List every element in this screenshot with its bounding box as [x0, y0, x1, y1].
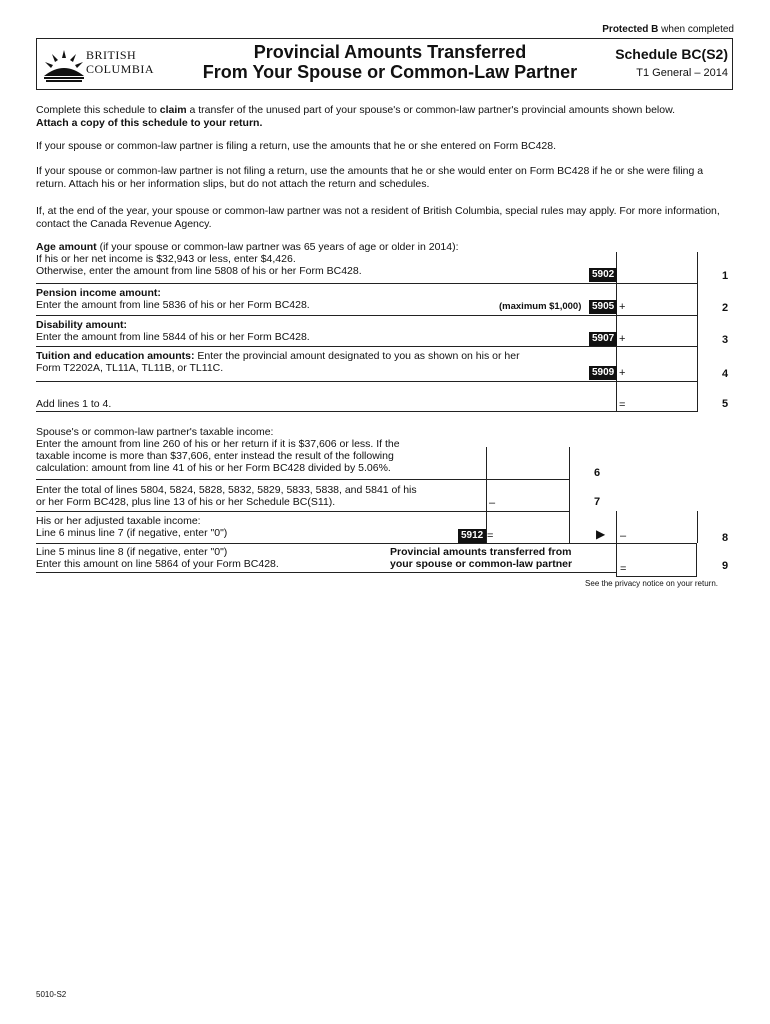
mid-column-right-rule — [569, 447, 570, 543]
form-title-line-1: Provincial Amounts Transferred — [253, 42, 527, 62]
line-4-rule — [36, 381, 697, 382]
form-title-line-2: From Your Spouse or Common-Law Partner — [202, 62, 578, 82]
amount-column-right-rule — [697, 252, 698, 412]
line-6-rule — [36, 479, 569, 480]
line-8-sign-2: – — [620, 530, 627, 542]
line-3-text: Enter the amount from line 5844 of his or her Form BC428. — [36, 331, 310, 343]
intro-paragraph-2: If your spouse or common-law partner is filing a return, use the amounts that he or she entered on Form BC428. — [36, 140, 557, 152]
t1-general-year: T1 General – 2014 — [636, 67, 728, 79]
line-6-text-d: calculation: amount from line 41 of his or her Form BC428 divided by 5.06%. — [36, 462, 391, 474]
line-9-sign: = — [620, 563, 627, 575]
line-3-rule — [36, 346, 697, 347]
line-5-sign: = — [619, 399, 626, 411]
line-6-text-a: Spouse's or common-law partner's taxable income: — [36, 426, 274, 438]
line-8-sign: = — [487, 530, 494, 542]
line-9-bold-1: Provincial amounts transferred from — [390, 546, 572, 558]
line-9-amount-field[interactable] — [628, 556, 694, 574]
line-3-heading: Disability amount: — [36, 319, 128, 331]
line-6-text-b: Enter the amount from line 260 of his or her return if it is $37,606 or less. If the — [36, 438, 400, 450]
line-2-amount-field[interactable] — [628, 296, 696, 314]
line-8-result-field[interactable] — [628, 525, 696, 543]
schedule-id: Schedule BC(S2) — [615, 46, 728, 62]
line-9-label — [36, 546, 396, 570]
line-9-bold-2: your spouse or common-law partner — [390, 558, 573, 570]
line-3-label — [36, 319, 576, 343]
line-6-label — [36, 426, 476, 474]
line-2-sign: + — [619, 301, 626, 313]
intro-p1-c: a transfer of the unused part of your spouse's or common-law partner's provincial amounts shown below. — [186, 104, 676, 116]
protected-rest: when completed — [661, 24, 734, 35]
line-code-5905: 5905 — [589, 300, 617, 314]
line-2-heading: Pension income amount: — [36, 287, 161, 299]
line-6-text-c: taxable income is more than $37,606, enter instead the result of the following — [36, 450, 394, 462]
logo-line-1: BRITISH — [86, 48, 137, 62]
line-2-text: Enter the amount from line 5836 of his or her Form BC428. — [36, 299, 310, 311]
line-9-rule — [36, 572, 616, 573]
line-1-label — [36, 241, 596, 277]
line-1-amount-field[interactable] — [618, 264, 696, 282]
line-number-5: 5 — [722, 398, 729, 410]
line-5-label: Add lines 1 to 4. — [36, 398, 112, 410]
line-number-3: 3 — [722, 334, 729, 346]
line-7-label — [36, 484, 476, 508]
line-number-1: 1 — [722, 270, 729, 282]
line-1-text-b: If his or her net income is $32,943 or less, enter $4,426. — [36, 253, 296, 265]
line-2-maximum: (maximum $1,000) — [499, 301, 582, 312]
line-8-amount-field[interactable] — [496, 525, 568, 543]
line-4-label — [36, 350, 596, 374]
line-code-5909: 5909 — [589, 366, 617, 380]
line-7-amount-field[interactable] — [498, 492, 568, 510]
line-5-amount-field[interactable] — [628, 394, 696, 412]
line-number-8: 8 — [722, 532, 729, 544]
line-2-label — [36, 287, 536, 311]
line-1-heading-rest: (if your spouse or common-law partner was 65 years of age or older in 2014): — [96, 241, 459, 253]
line-number-2: 2 — [722, 302, 729, 314]
line-9-text-a: Line 5 minus line 8 (if negative, enter "0") — [36, 546, 228, 558]
intro-p1-a: Complete this schedule to — [36, 104, 160, 116]
form-number: 5010-S2 — [36, 990, 67, 999]
intro-paragraph-4: If, at the end of the year, your spouse or common-law partner was not a resident of British Columbia, special rules may apply. For more information, contact the Canada Revenue Agency. — [36, 205, 720, 230]
line-4-amount-field[interactable] — [628, 362, 696, 380]
line-number-6: 6 — [594, 467, 601, 479]
line-8-text-b: Line 6 minus line 7 (if negative, enter "0") — [36, 527, 228, 539]
intro-paragraph-3: If your spouse or common-law partner is not filing a return, use the amounts that he or she would enter on Form BC428 if he or she were filing a return. Attach his or her information slips, but do not attach the return and schedules. — [36, 165, 704, 190]
line-9-result-label — [390, 546, 610, 570]
line-number-4: 4 — [722, 368, 729, 380]
line-3-sign: + — [619, 333, 626, 345]
line-2-rule — [36, 315, 697, 316]
logo-text — [86, 48, 154, 76]
line-code-5902: 5902 — [589, 268, 617, 282]
line-code-5912: 5912 — [458, 529, 486, 543]
line-1-heading: Age amount — [36, 241, 97, 253]
line-1-rule — [36, 283, 697, 284]
arrow-right-icon: ▶ — [596, 527, 606, 541]
privacy-notice: See the privacy notice on your return. — [585, 579, 718, 588]
line-4-heading-rest: Enter the provincial amount designated to you as shown on his or her — [194, 350, 520, 362]
line-6-amount-field[interactable] — [488, 458, 568, 476]
line-4-sign: + — [619, 367, 626, 379]
line-8-rule — [36, 543, 697, 544]
line-4-text: Form T2202A, TL11A, TL11B, or TL11C. — [36, 362, 224, 374]
line-3-amount-field[interactable] — [628, 328, 696, 346]
line-number-7: 7 — [594, 496, 601, 508]
protected-label: Protected B — [602, 24, 659, 35]
intro-p1-b: claim — [159, 104, 187, 116]
line-1-text-c: Otherwise, enter the amount from line 5808 of his or her Form BC428. — [36, 265, 362, 277]
intro-paragraph-1 — [36, 104, 736, 130]
line-7-text-a: Enter the total of lines 5804, 5824, 5828, 5832, 5829, 5833, 5838, and 5841 of his — [36, 484, 417, 496]
line-7-text-b: or her Form BC428, plus line 13 of his or her Schedule BC(S11). — [36, 496, 336, 508]
line-7-rule — [36, 511, 569, 512]
line-8-col-right-rule — [697, 511, 698, 543]
line-8-label — [36, 515, 476, 539]
line-7-sign: – — [489, 497, 496, 509]
line-8-text-a: His or her adjusted taxable income: — [36, 515, 201, 527]
line-code-5907: 5907 — [589, 332, 617, 346]
intro-p1-d: Attach a copy of this schedule to your return. — [36, 117, 263, 129]
line-4-heading: Tuition and education amounts: — [36, 350, 195, 362]
line-9-text-b: Enter this amount on line 5864 of your Form BC428. — [36, 558, 279, 570]
line-5-rule — [36, 411, 697, 412]
logo-line-2: COLUMBIA — [86, 62, 155, 76]
line-number-9: 9 — [722, 560, 729, 572]
protected-notice — [602, 24, 734, 35]
line-8-col-left-rule — [616, 511, 617, 543]
